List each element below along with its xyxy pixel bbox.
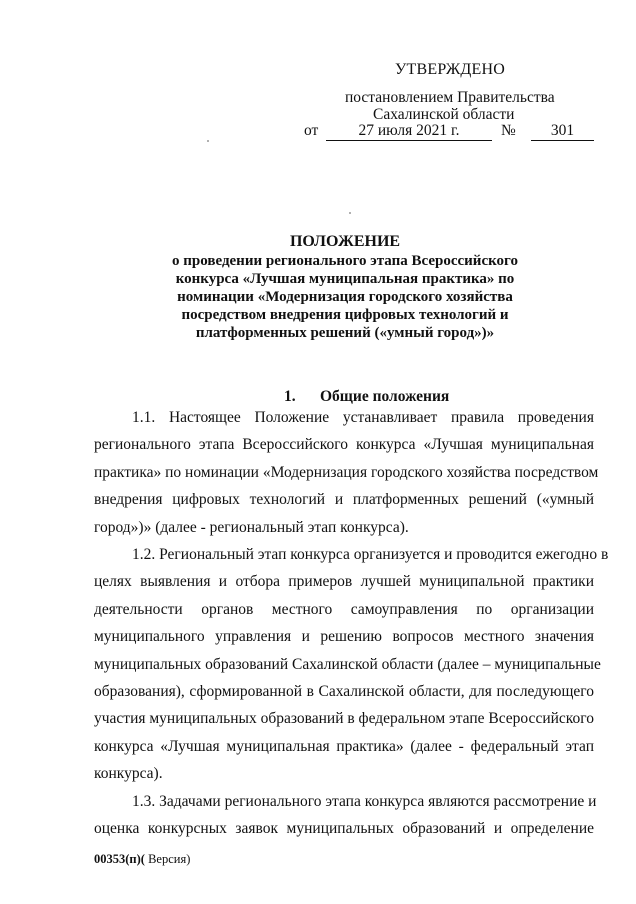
approval-line-2: Сахалинской области (373, 106, 515, 123)
paragraph-line: город»)» (далее - региональный этап конкурса). (94, 518, 409, 536)
date-field: 27 июля 2021 г. (326, 122, 492, 141)
document-subtitle (150, 252, 540, 342)
subtitle-line: о проведении регионального этапа Всероссийского (172, 253, 518, 269)
paragraph-line: деятельности органов местного самоуправления по организации (94, 600, 594, 618)
number-sign: № (501, 122, 516, 139)
subtitle-line: посредством внедрения цифровых технологий и (181, 307, 509, 323)
approval-title: УТВЕРЖДЕНО (395, 61, 506, 78)
section-title: Общие положения (320, 388, 450, 405)
section-number: 1. (284, 388, 296, 405)
paragraph-line: муниципальных образований Сахалинской области (далее – муниципальные (94, 655, 601, 673)
date-prefix: от (304, 122, 319, 139)
paragraph-1-1 (94, 404, 599, 541)
paragraph-1-2 (94, 541, 609, 788)
approval-line-1: постановлением Правительства (345, 89, 555, 106)
paragraph-line: образования), сформированной в Сахалинской области, для последующего (94, 682, 594, 700)
paragraph-1-3 (94, 788, 597, 843)
paragraph-line: 1.2. Региональный этап конкурса организуется и проводится ежегодно в (132, 546, 609, 563)
document-version: Версия) (144, 852, 191, 866)
paragraph-line: целях выявления и отбора примеров лучшей муниципальной практики (94, 573, 594, 591)
paragraph-line: регионального этапа Всероссийского конкурса «Лучшая муниципальная (94, 436, 594, 454)
paragraph-line: внедрения цифровых технологий и платформенных решений («умный (94, 491, 594, 509)
number-field: 301 (531, 122, 594, 141)
paragraph-line: практика» по номинации «Модернизация городского хозяйства посредством (94, 463, 599, 481)
approval-date-row (304, 122, 596, 142)
paragraph-line: конкурса «Лучшая муниципальная практика» (далее - федеральный этап (94, 737, 594, 755)
paragraph-line: 1.1. Настоящее Положение устанавливает правила проведения (132, 409, 594, 426)
paragraph-line: 1.3. Задачами регионального этапа конкурса являются рассмотрение и (132, 793, 597, 810)
document-code: 00353(п)( (94, 852, 145, 866)
paragraph-line: муниципального управления и решению вопросов местного значения (94, 628, 594, 646)
scan-speck (207, 140, 209, 142)
scan-speck (349, 212, 351, 214)
subtitle-line: номинации «Модернизация городского хозяйства (177, 289, 513, 305)
paragraph-line: конкурса). (94, 765, 163, 783)
subtitle-line: платформенных решений («умный город»)» (195, 325, 495, 341)
paragraph-line: участия муниципальных образований в федеральном этапе Всероссийского (94, 710, 595, 728)
document-title: ПОЛОЖЕНИЕ (289, 233, 401, 250)
document-footer (94, 852, 190, 867)
subtitle-line: конкурса «Лучшая муниципальная практика» по (175, 271, 515, 287)
paragraph-line: оценка конкурсных заявок муниципальных образований и определение (94, 820, 594, 838)
